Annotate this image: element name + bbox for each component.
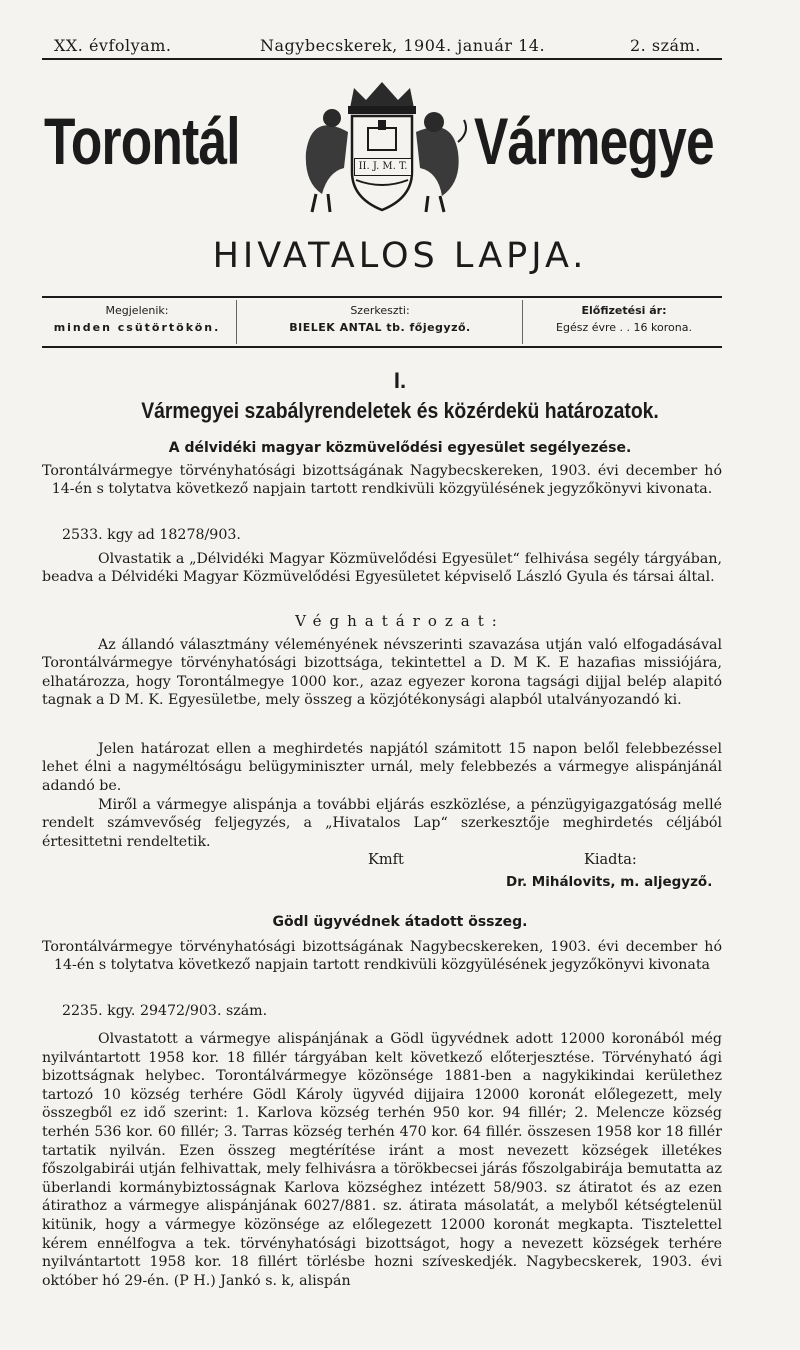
article2-ref: 2235. kgy. 29472/903. szám. bbox=[62, 1003, 268, 1019]
article1-intro: Torontálvármegye törvényhatósági bizottságának Nagybecskereken, 1903. évi december hó 14-én s tolytatva következő napjain tartott rendkivüli közgyülésének jegyzőkönyvi kivonata. bbox=[42, 463, 722, 498]
publish-info bbox=[42, 302, 232, 336]
decision-paragraph-1: Az állandó választmány véleményének névszerinti szavazása utján való elfogadásával Torontálvármegye törvényhatósági bizottsága, tekintettel a D. M K. E hazafias missiójára, elhatározza, hogy Torontálmegye 1000 kor., azaz egyezer korona tagsági dijjal belép alapitó tagnak a D M. K. Egyesületbe, mely összeg a közjótékonysági alapból utalványozandó ki. bbox=[42, 637, 722, 708]
section-title: Vármegyei szabályrendeletek és közérdekü határozatok. bbox=[141, 398, 659, 423]
info-divider bbox=[522, 300, 523, 344]
decision-paragraph-3: Miről a vármegye alispánja a további eljárás eszközlése, a pénzügyigazgatóság mellé rendelt számvevőség feljegyzés, a „Hivatalos Lap“ szerkesztője meghirdetés céljából értesittetni rendeltetik. bbox=[42, 797, 722, 850]
signature: Dr. Mihálovits, m. aljegyző. bbox=[506, 874, 713, 890]
publish-label: Megjelenik: bbox=[105, 304, 169, 317]
top-rule bbox=[42, 58, 722, 60]
volume-label: XX. évfolyam. bbox=[54, 36, 172, 55]
publish-value: minden csütörtökön. bbox=[53, 321, 221, 334]
subscription-info bbox=[526, 302, 722, 336]
editor-value: BIELEK ANTAL tb. főjegyző. bbox=[289, 321, 471, 334]
info-bottom-rule bbox=[42, 346, 722, 348]
issued-label: Kiadta: bbox=[584, 852, 637, 868]
county-coat-of-arms bbox=[292, 72, 472, 222]
article2-intro: Torontálvármegye törvényhatósági bizottságának Nagybecskereken, 1903. évi december hó 14-én s tolytatva következő napjain tartott rendkivüli közgyülésének jegyzőkönyvi kivonata bbox=[42, 939, 722, 974]
title-left: Torontál bbox=[44, 104, 240, 178]
place-date: Nagybecskerek, 1904. január 14. bbox=[260, 36, 546, 55]
article1-heading: A délvidéki magyar közmüvelődési egyesület segélyezése. bbox=[168, 440, 632, 456]
info-top-rule bbox=[42, 296, 722, 298]
title-right: Vármegye bbox=[474, 104, 714, 178]
issue-number: 2. szám. bbox=[630, 36, 701, 55]
editor-label: Szerkeszti: bbox=[350, 304, 410, 317]
subscription-label: Előfizetési ár: bbox=[581, 304, 667, 317]
coat-of-arms-icon bbox=[292, 72, 472, 222]
article1-ref: 2533. kgy ad 18278/903. bbox=[62, 527, 241, 543]
editor-info bbox=[240, 302, 520, 336]
article2-heading: Gödl ügyvédnek átadott összeg. bbox=[272, 914, 528, 930]
info-divider bbox=[236, 300, 237, 344]
section-number: I. bbox=[393, 368, 407, 393]
decision-label: Véghatározat: bbox=[295, 612, 505, 630]
article2-body: Olvastatott a vármegye alispánjának a Gödl ügyvédnek adott 12000 koronából még nyilvántartott 1958 kor. 18 fillér tárgyában kelt következő előterjesztése. Törvényható ági bizottságnak helybec. Torontálvármegye közönsége 1881-ben a nagykikindai kerülethez tartozó 10 község terhére Gödl Károly ügyvéd dijjaira 12000 koronát előlegezett, mely összegből ez idő szerint: 1. Karlova község terhén 950 kor. 94 fillér; 2. Melencze község terhén 536 kor. 60 fillér; 3. Tarras község terhén 470 kor. 64 fillér. összesen 1958 kor 18 fillér tartatik nyilván. Ezen összeg megtérítése iránt a most nevezett községek illetékes főszolgabirái utján felhivattak, mely felhivásra a törökbecsei járás főszolgabirája bemutatta az überlandi kormánybiztosságnak Karlova községhez intézett 58/903. sz átiratot és az ezen átirathoz a vármegye alispánjának 6027/881. sz. átirata másolatát, a melyből kétségtelenül kitünik, hogy a vármegye közönsége az előlegezett 12000 koronát megkapta. Tisztelettel kérem ennélfogva a tek. törvényhatósági bizottságot, hogy a nevezett községek terhére nyilvántartott 1958 kor. 18 fillért törlésbe hozni szíveskedjék. Nagybecskerek, 1903. évi október hó 29-én. (P H.) Jankó s. k, alispán bbox=[42, 1031, 722, 1289]
decision-paragraph-2: Jelen határozat ellen a meghirdetés napjától számitott 15 napon belől felebbezéssel lehet élni a nagyméltóságu belügyminiszter urnál, mely felebbezés a vármegye alispánjánál adandó be. bbox=[42, 741, 722, 794]
kmft-label: Kmft bbox=[368, 852, 404, 868]
crest-text: II. J. M. T. bbox=[354, 158, 412, 176]
subscription-value: Egész évre . . 16 korona. bbox=[556, 321, 692, 334]
article1-read-text: Olvastatik a „Délvidéki Magyar Közmüvelődési Egyesület“ felhivása segély tárgyában, beadva a Délvidéki Magyar Közmüvelődési Egyesületet képviselő László Gyula és társai által. bbox=[42, 551, 722, 586]
subtitle: HIVATALOS LAPJA. bbox=[212, 236, 588, 276]
